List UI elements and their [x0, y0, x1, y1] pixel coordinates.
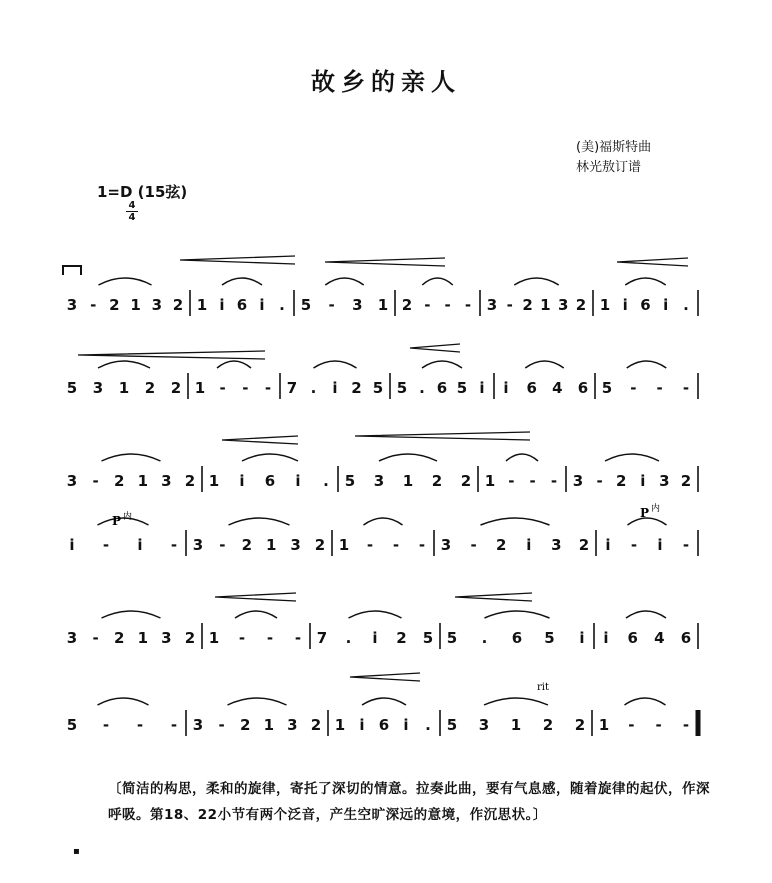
note: . [419, 379, 425, 397]
slur [98, 361, 150, 368]
note: 5 [446, 716, 458, 734]
note: i [663, 296, 669, 314]
note: 5 [601, 379, 613, 397]
note: 6 [511, 629, 523, 647]
note: 2 [241, 536, 253, 554]
note: 2 [575, 296, 587, 314]
note: 5 [66, 379, 78, 397]
note: i [479, 379, 485, 397]
note: 3 [151, 296, 163, 314]
meter-bottom: 4 [126, 211, 138, 223]
note: - [529, 472, 536, 490]
note: i [579, 629, 585, 647]
slur [102, 611, 161, 618]
note: - [242, 379, 249, 397]
slur [514, 278, 559, 285]
note: 1 [137, 472, 149, 490]
note: - [328, 296, 335, 314]
note: - [444, 296, 451, 314]
note: 3 [161, 472, 172, 490]
note: i [622, 296, 628, 314]
note: - [170, 536, 178, 554]
slur [525, 361, 564, 368]
hairpin [215, 593, 296, 601]
note: 3 [373, 472, 385, 490]
note: 3 [486, 296, 498, 314]
note: 1 [599, 296, 611, 314]
note: 4 [552, 379, 563, 397]
note: i [259, 296, 265, 314]
slur [217, 361, 251, 368]
note: 1 [598, 716, 610, 734]
note: 7 [286, 379, 298, 397]
note: 1 [137, 629, 149, 647]
slur [625, 278, 666, 285]
note: 3 [287, 716, 298, 734]
note: - [366, 536, 374, 554]
inner-string-mark: 内 [123, 512, 133, 522]
note: 1 [118, 379, 130, 397]
note: 2 [522, 296, 533, 314]
note: 2 [144, 379, 156, 397]
note: 5 [422, 629, 434, 647]
note: i [219, 296, 225, 314]
slur [625, 698, 666, 705]
note: i [239, 472, 245, 490]
hairpin [180, 256, 295, 264]
slur [242, 454, 298, 461]
note: 6 [378, 716, 390, 734]
note: 5 [456, 379, 468, 397]
slur [349, 611, 402, 618]
note: 1 [130, 296, 141, 314]
note: i [503, 379, 509, 397]
note: 5 [66, 716, 78, 734]
note: 2 [401, 296, 413, 314]
note: 1 [377, 296, 389, 314]
dynamic-p: P [640, 506, 650, 520]
note: - [506, 296, 513, 314]
note: 2 [574, 716, 586, 734]
note: 1 [510, 716, 522, 734]
note: i [137, 536, 143, 554]
note: 3 [92, 379, 104, 397]
meter-top: 4 [128, 200, 136, 211]
note: 2 [113, 629, 125, 647]
slur [627, 361, 667, 368]
note: - [630, 536, 638, 554]
note: 5 [344, 472, 356, 490]
slur [605, 454, 659, 461]
note: 1 [402, 472, 414, 490]
ritardando-mark: rit [537, 682, 549, 693]
note: - [170, 716, 178, 734]
note: i [332, 379, 338, 397]
note: 3 [290, 536, 301, 554]
note: - [418, 536, 426, 554]
note: 1 [265, 536, 277, 554]
note: - [470, 536, 477, 554]
note: 5 [396, 379, 408, 397]
note: - [294, 629, 302, 647]
note: 1 [196, 296, 208, 314]
note: - [596, 472, 603, 490]
note: 6 [526, 379, 537, 397]
note: 3 [66, 629, 78, 647]
note: 2 [184, 472, 196, 490]
note: - [682, 536, 690, 554]
note: - [136, 716, 144, 734]
slur [379, 454, 437, 461]
note: - [630, 379, 637, 397]
note: 1 [484, 472, 496, 490]
note: 2 [310, 716, 322, 734]
note: 3 [557, 296, 569, 314]
note: i [359, 716, 365, 734]
slur [98, 698, 149, 705]
composer-credit: (美)福斯特曲 [576, 140, 652, 155]
note: i [657, 536, 663, 554]
hairpin [355, 432, 530, 440]
note: 2 [495, 536, 507, 554]
slur [362, 698, 406, 705]
note: - [219, 536, 226, 554]
note: 6 [627, 629, 638, 647]
note: 4 [654, 629, 665, 647]
note: 3 [478, 716, 490, 734]
note: . [323, 472, 329, 490]
slur [235, 611, 277, 618]
note: 6 [264, 472, 276, 490]
slur [422, 361, 462, 368]
note: 1 [334, 716, 346, 734]
slur [99, 278, 152, 285]
song-title: 故乡的亲人 [311, 67, 461, 96]
slur [229, 518, 290, 525]
note: . [345, 629, 352, 647]
note: 2 [113, 472, 125, 490]
note: - [238, 629, 246, 647]
note: 2 [431, 472, 443, 490]
note: - [508, 472, 515, 490]
arranger-credit: 林光敖订谱 [576, 160, 642, 175]
note: 1 [208, 472, 220, 490]
note: 2 [239, 716, 251, 734]
note: i [372, 629, 378, 647]
hairpin [325, 258, 445, 266]
note: 6 [680, 629, 692, 647]
note: . [425, 716, 431, 734]
slur [481, 518, 550, 525]
note: 1 [208, 629, 220, 647]
note: . [683, 296, 689, 314]
note: - [219, 379, 226, 397]
note: 2 [460, 472, 472, 490]
hairpin [455, 593, 532, 601]
note: i [295, 472, 301, 490]
note: - [682, 716, 690, 734]
hairpin [617, 258, 688, 266]
slur [485, 611, 550, 618]
note: - [102, 716, 110, 734]
slur [102, 454, 161, 461]
note: - [550, 472, 558, 490]
note: 3 [66, 472, 78, 490]
note: 3 [440, 536, 452, 554]
note: 5 [544, 629, 555, 647]
note: . [279, 296, 285, 314]
slur [626, 611, 666, 618]
note: - [92, 472, 99, 490]
note: i [526, 536, 532, 554]
note: 3 [551, 536, 562, 554]
note: 2 [542, 716, 554, 734]
slur [422, 278, 453, 285]
note: 2 [615, 472, 627, 490]
slur [484, 698, 548, 705]
note: - [628, 716, 635, 734]
slur [325, 278, 364, 285]
note: 2 [184, 629, 196, 647]
slur [506, 454, 538, 461]
key-signature: 1=D (15弦) [97, 183, 188, 201]
hairpin [410, 344, 460, 352]
note: - [102, 536, 110, 554]
note: 1 [540, 296, 551, 314]
note: - [656, 379, 663, 397]
note: . [481, 629, 488, 647]
hairpin [222, 436, 298, 444]
note: 2 [680, 472, 692, 490]
note: i [603, 629, 609, 647]
hairpin [78, 351, 265, 359]
note: 7 [316, 629, 328, 647]
inner-string-mark: 内 [651, 504, 661, 514]
note: - [264, 379, 272, 397]
note: 1 [194, 379, 206, 397]
note: - [92, 629, 99, 647]
note: 1 [263, 716, 275, 734]
note: 3 [659, 472, 670, 490]
note: - [266, 629, 274, 647]
note: - [464, 296, 472, 314]
note: 3 [572, 472, 584, 490]
note: 3 [352, 296, 363, 314]
note: 3 [66, 296, 78, 314]
note: 5 [372, 379, 384, 397]
footer-mark: ▪ [73, 846, 80, 857]
note: 2 [396, 629, 407, 647]
note: - [655, 716, 662, 734]
hairpin [350, 673, 420, 681]
slur [364, 518, 403, 525]
note: 2 [578, 536, 590, 554]
dynamic-p: P [112, 514, 122, 528]
note: 2 [109, 296, 120, 314]
note: . [310, 379, 317, 397]
note: - [424, 296, 431, 314]
note: i [403, 716, 409, 734]
note: - [218, 716, 225, 734]
note: - [682, 379, 690, 397]
note: i [640, 472, 646, 490]
note: i [605, 536, 611, 554]
note: 3 [161, 629, 172, 647]
note: 3 [192, 536, 204, 554]
note: - [392, 536, 400, 554]
note: 6 [236, 296, 248, 314]
note: 6 [436, 379, 448, 397]
note: 2 [314, 536, 326, 554]
performance-note: 〔简洁的构思，柔和的旋律，寄托了深切的情意。拉奏此曲，要有气息感，随着旋律的起伏，作深呼吸。第18、22小节有两个泛音，产生空旷深远的意境，作沉思状。〕 [108, 781, 710, 823]
slur [314, 361, 357, 368]
note: 6 [640, 296, 651, 314]
slur [228, 698, 287, 705]
note: - [90, 296, 97, 314]
note: 5 [300, 296, 312, 314]
note: 2 [170, 379, 182, 397]
note: 5 [446, 629, 458, 647]
note: i [69, 536, 75, 554]
note: 6 [577, 379, 589, 397]
note: 2 [351, 379, 362, 397]
note: 2 [172, 296, 184, 314]
note: 1 [338, 536, 350, 554]
slur [222, 278, 262, 285]
note: 3 [192, 716, 204, 734]
